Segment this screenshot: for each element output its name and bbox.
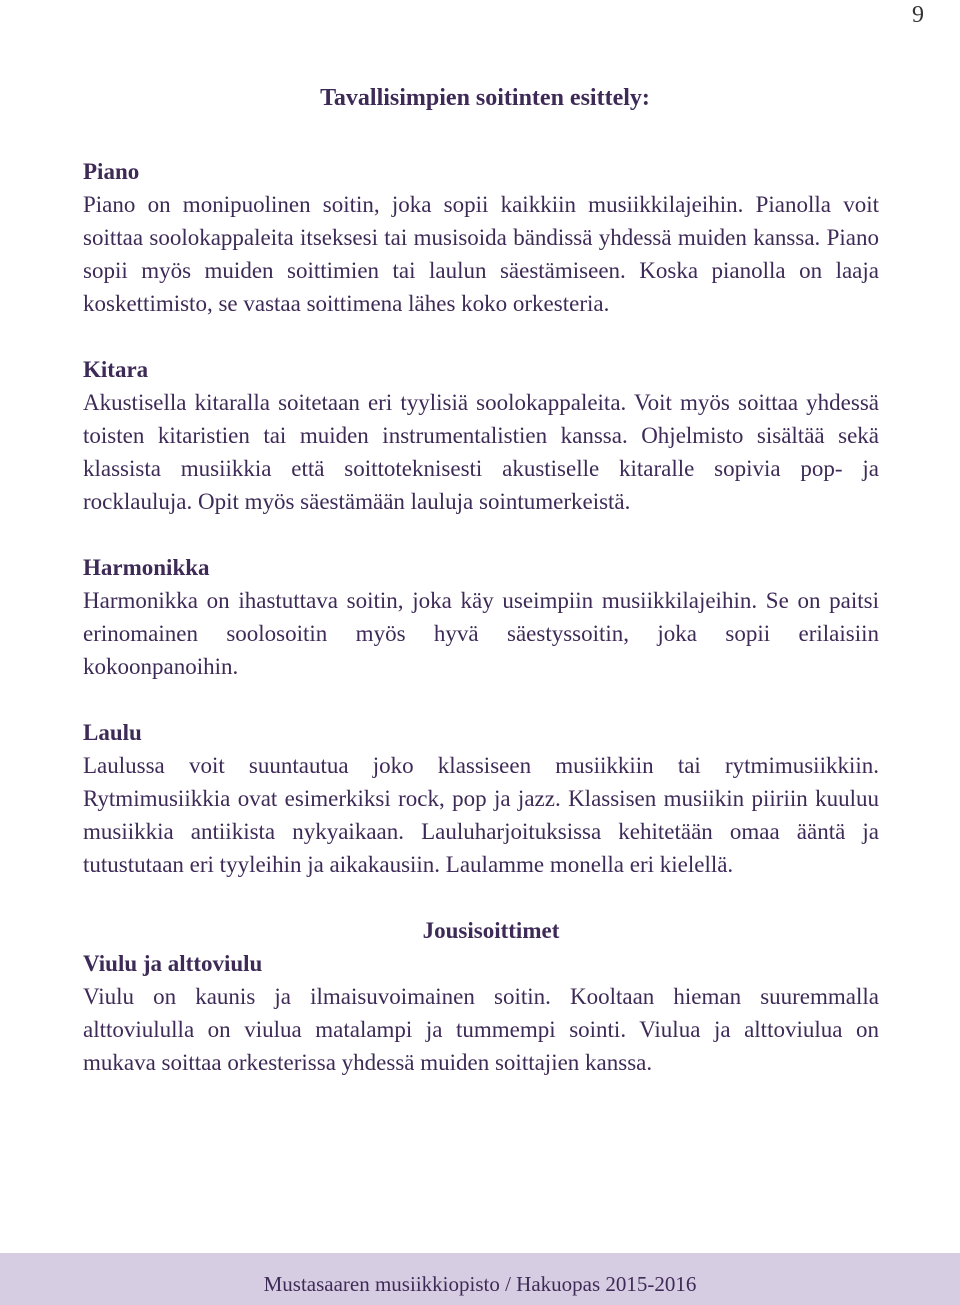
section-harmonikka: [83, 551, 879, 683]
footer-bar: [0, 1253, 960, 1305]
section-text-harmonikka: Harmonikka on ihastuttava soitin, joka käy useimpiin musiikkilajeihin. Se on paitsi erinomainen soolosoitin myös hyvä säestyssoitin, joka sopii erilaisiin kokoonpanoihin.: [83, 588, 879, 679]
section-text-laulu: Laulussa voit suuntautua joko klassiseen musiikkiin tai rytmimusiikkiin. Rytmimusiikkia ovat esimerkiksi rock, pop ja jazz. Klassisen musiikin piiriin kuuluu musiikkia antiikista nykyaikaan. Lauluharjoituksissa kehitetään omaa ääntä ja tutustutaan eri tyyleihin ja aikakausiin. Laulamme monella eri kielellä.: [83, 753, 879, 877]
section-heading-kitara: Kitara: [83, 357, 149, 382]
section-piano: [83, 155, 879, 320]
section-heading-laulu: Laulu: [83, 720, 142, 745]
footer-text: Mustasaaren musiikkiopisto / Hakuopas 2015-2016: [263, 1271, 697, 1296]
section-text-kitara: Akustisella kitaralla soitetaan eri tyylisiä soolokappaleita. Voit myös soittaa yhdessä toisten kitaristien tai muiden instrumentalistien kanssa. Ohjelmisto sisältää sekä klassista musiikkia että soittoteknisesti akustiselle kitaralle sopivia pop- ja rocklauluja. Opit myös säestämään lauluja sointumerkeistä.: [83, 390, 879, 514]
section-heading-harmonikka: Harmonikka: [83, 555, 210, 580]
section-heading-viulu: Viulu ja alttoviulu: [83, 951, 263, 976]
section-kitara: [83, 353, 879, 518]
page-number: 9: [912, 2, 924, 28]
page-title: Tavallisimpien soitinten esittely:: [320, 85, 650, 111]
section-viulu: [83, 947, 879, 1079]
group-heading-jousisoittimet: Jousisoittimet: [422, 918, 560, 943]
section-text-piano: Piano on monipuolinen soitin, joka sopii kaikkiin musiikkilajeihin. Pianolla voit soittaa soolokappaleita itseksesi tai musisoida bändissä yhdessä muiden kanssa. Piano sopii myös muiden soittimien tai laulun säestämiseen. Koska pianolla on laaja koskettimisto, se vastaa soittimena lähes koko orkesteria.: [83, 192, 879, 316]
section-text-viulu: Viulu on kaunis ja ilmaisuvoimainen soitin. Kooltaan hieman suuremmalla alttoviululla on viulua matalampi ja tummempi sointi. Viulua ja alttoviulua on mukava soittaa orkesterissa yhdessä muiden soittajien kanssa.: [83, 984, 879, 1075]
section-heading-piano: Piano: [83, 159, 140, 184]
section-laulu: [83, 716, 879, 881]
page-content: [83, 82, 879, 1112]
